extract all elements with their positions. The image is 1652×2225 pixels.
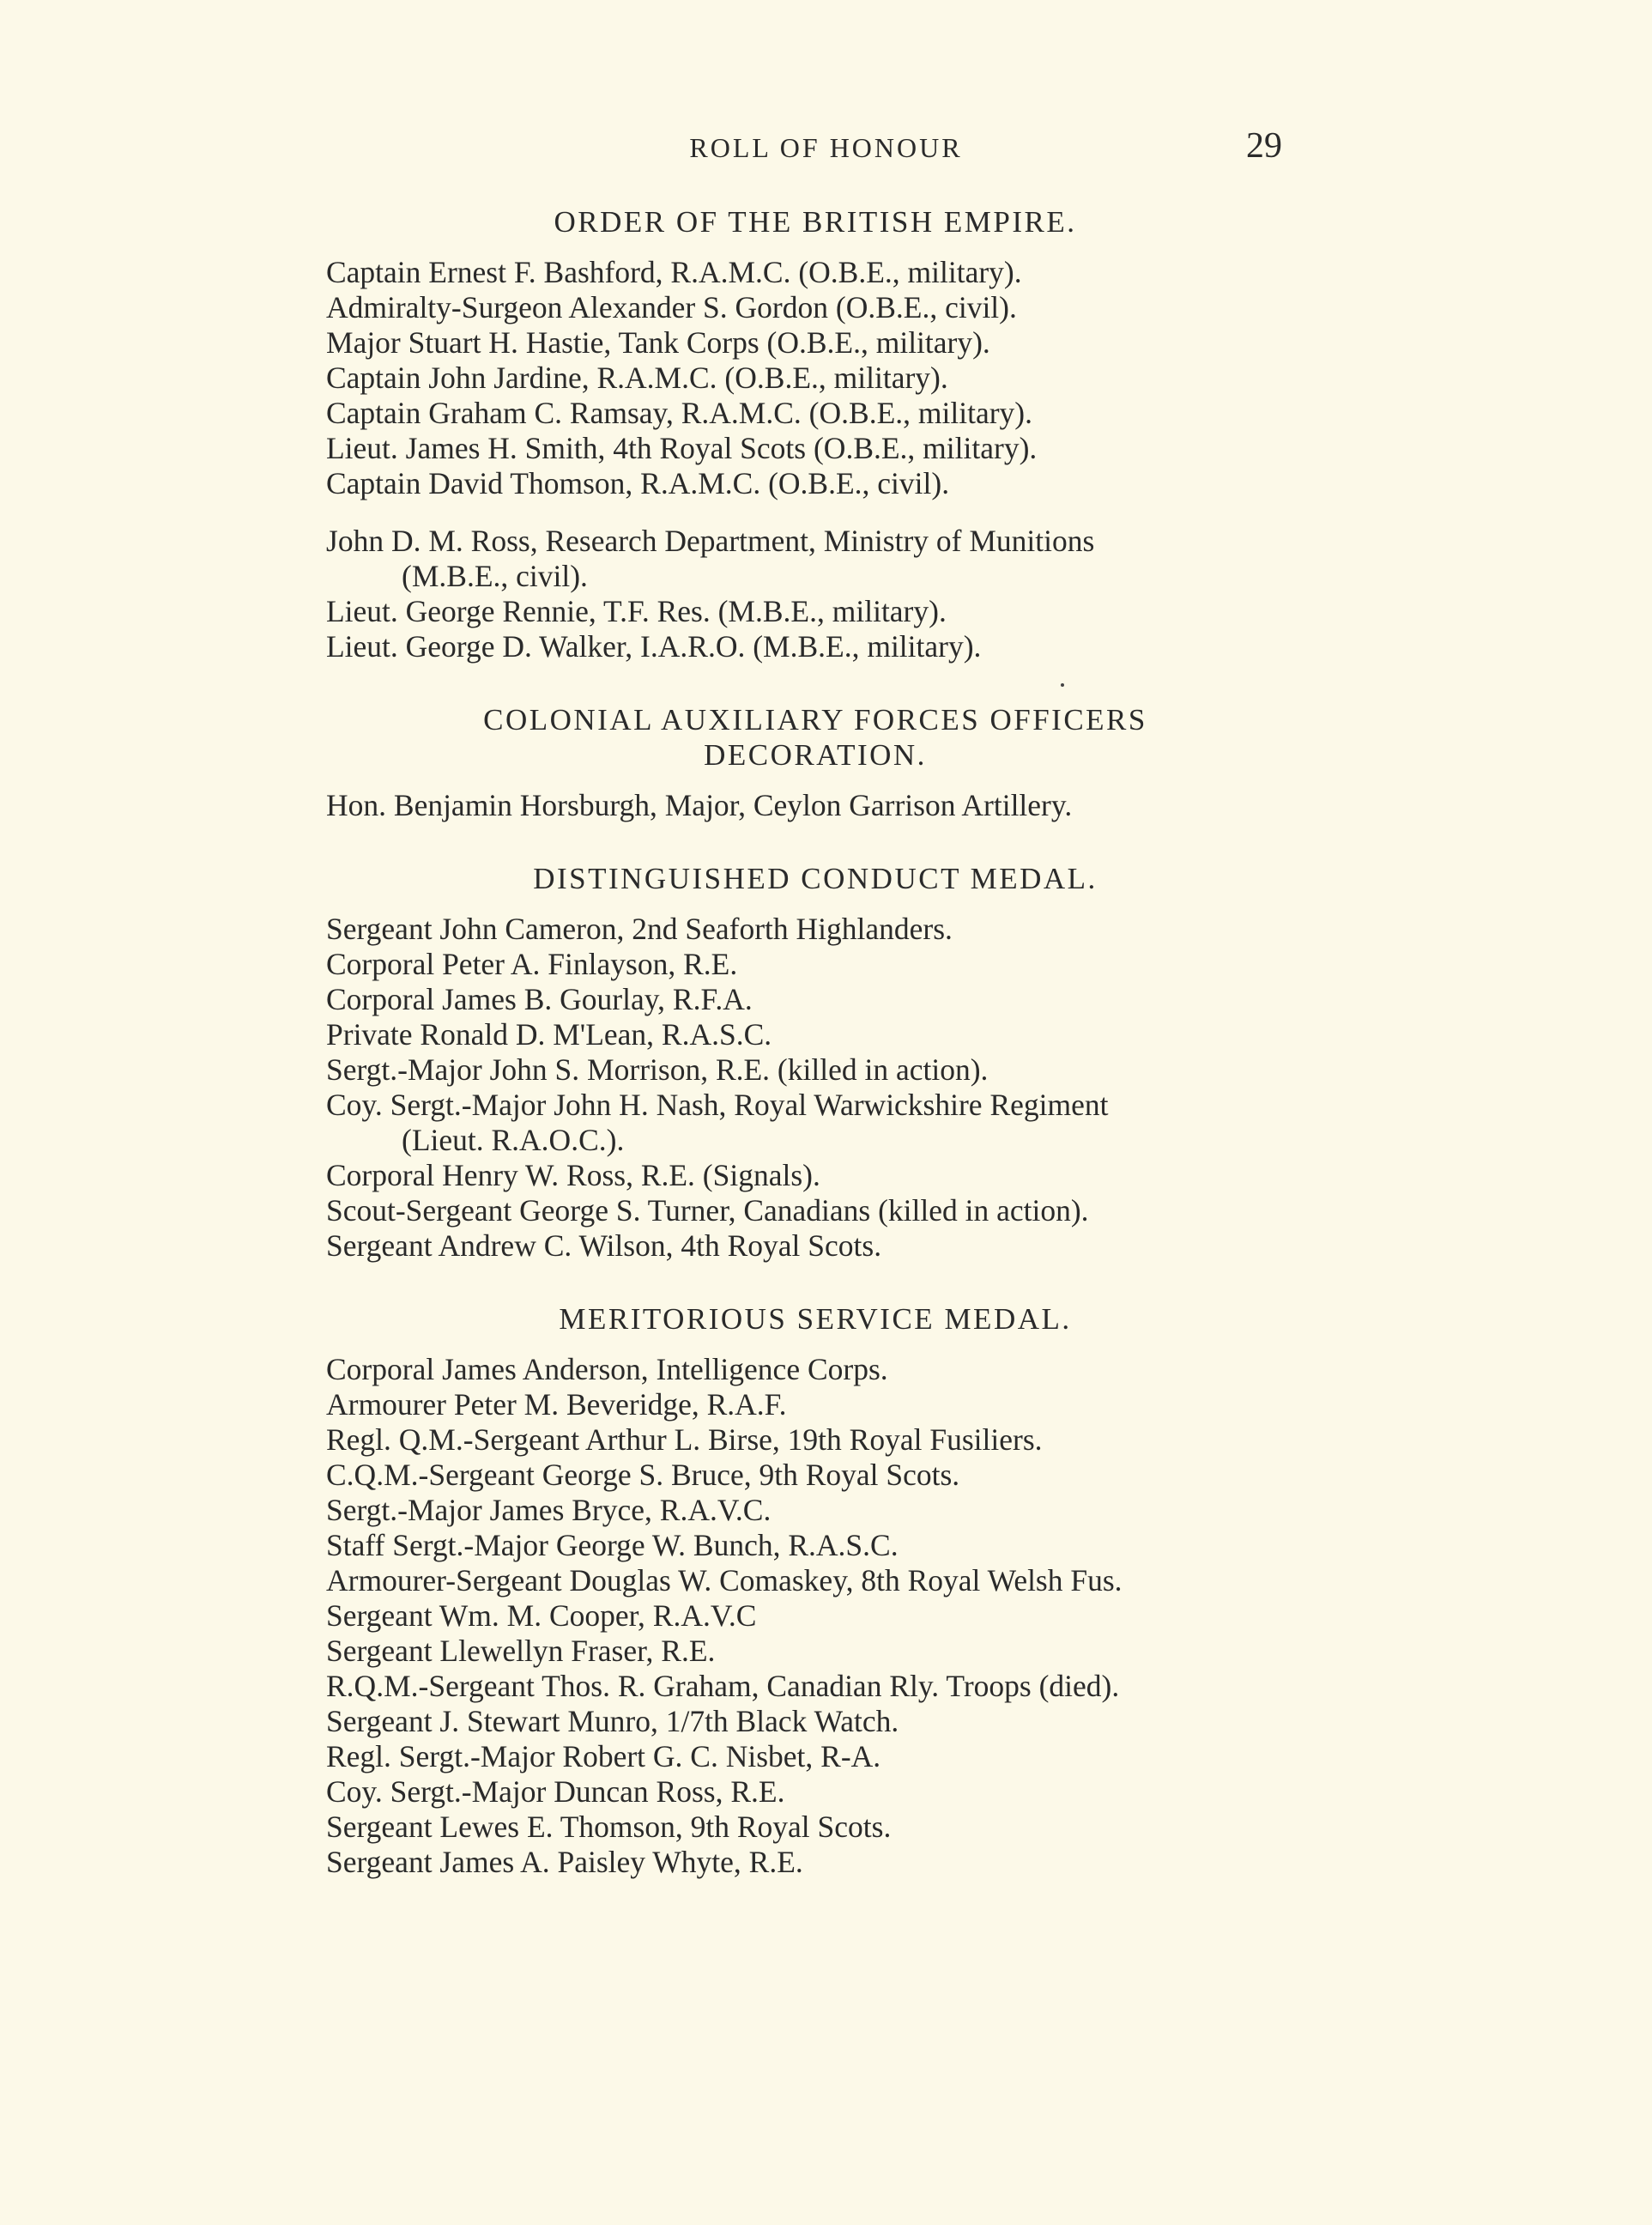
list-item-continuation: (Lieut. R.A.O.C.). (402, 1123, 625, 1157)
list-item: C.Q.M.-Sergeant George S. Bruce, 9th Royal Scots. (326, 1458, 960, 1492)
list-item: Sergt.-Major James Bryce, R.A.V.C. (326, 1493, 772, 1527)
list-item: Captain David Thomson, R.A.M.C. (O.B.E., civil). (326, 466, 950, 500)
section-spacer (326, 1264, 1304, 1301)
list-item: Regl. Sergt.-Major Robert G. C. Nisbet, R-A. (326, 1739, 881, 1773)
section (326, 204, 1304, 664)
list-item-continuation: (M.B.E., civil). (402, 559, 588, 593)
section-title: MERITORIOUS SERVICE MEDAL. (559, 1302, 1072, 1336)
list-item: Lieut. James H. Smith, 4th Royal Scots (O.B.E., military). (326, 431, 1038, 465)
list-item: Corporal Henry W. Ross, R.E. (Signals). (326, 1158, 820, 1192)
list-item: Staff Sergt.-Major George W. Bunch, R.A.S.C. (326, 1528, 899, 1562)
list-item: Scout-Sergeant George S. Turner, Canadians (killed in action). (326, 1193, 1089, 1228)
list-item: Lieut. George D. Walker, I.A.R.O. (M.B.E., military). (326, 629, 982, 664)
list-item: Sergeant Lewes E. Thomson, 9th Royal Scots. (326, 1810, 892, 1844)
list-item: Sergeant J. Stewart Munro, 1/7th Black Watch. (326, 1704, 899, 1738)
list-item: Captain Ernest F. Bashford, R.A.M.C. (O.B.E., military). (326, 255, 1022, 289)
list-item: Corporal James B. Gourlay, R.F.A. (326, 982, 753, 1016)
running-head (0, 125, 1652, 168)
list-item: Armourer-Sergeant Douglas W. Comaskey, 8th Royal Welsh Fus. (326, 1563, 1123, 1598)
list-item: Captain John Jardine, R.A.M.C. (O.B.E., military). (326, 361, 948, 395)
list-item: Coy. Sergt.-Major John H. Nash, Royal Warwickshire Regiment (Lieut. R.A.O.C.). (326, 1088, 1304, 1158)
section (326, 861, 1304, 1264)
section (326, 702, 1304, 823)
list-item: Captain Graham C. Ramsay, R.A.M.C. (O.B.E., military). (326, 396, 1032, 430)
section-spacer (326, 664, 1304, 702)
list-item: Coy. Sergt.-Major Duncan Ross, R.E. (326, 1774, 785, 1809)
section-title: ORDER OF THE BRITISH EMPIRE. (554, 205, 1077, 239)
list-item: Sergeant Andrew C. Wilson, 4th Royal Scots. (326, 1228, 882, 1263)
list-item: Lieut. George Rennie, T.F. Res. (M.B.E., military). (326, 594, 947, 628)
running-title: ROLL OF HONOUR (689, 132, 963, 163)
list-item: Corporal James Anderson, Intelligence Corps. (326, 1352, 888, 1386)
list-item: Regl. Q.M.-Sergeant Arthur L. Birse, 19th Royal Fusiliers. (326, 1422, 1043, 1457)
list-item: Corporal Peter A. Finlayson, R.E. (326, 947, 738, 981)
list-item: Hon. Benjamin Horsburgh, Major, Ceylon Garrison Artillery. (326, 788, 1073, 822)
section-title: DISTINGUISHED CONDUCT MEDAL. (533, 862, 1098, 895)
list-item: Admiralty-Surgeon Alexander S. Gordon (O.B.E., civil). (326, 290, 1017, 324)
section-spacer (326, 823, 1304, 861)
group-spacer (326, 501, 1304, 524)
list-item: Sergeant James A. Paisley Whyte, R.E. (326, 1845, 803, 1879)
list-item: John D. M. Ross, Research Department, Ministry of Munitions (M.B.E., civil). (326, 524, 1304, 594)
list-item: R.Q.M.-Sergeant Thos. R. Graham, Canadian Rly. Troops (died). (326, 1669, 1120, 1703)
section (326, 1301, 1304, 1880)
list-item: Private Ronald D. M'Lean, R.A.S.C. (326, 1017, 772, 1052)
document-body (326, 204, 1304, 1880)
page-number: 29 (1246, 126, 1282, 166)
list-item: Sergeant Llewellyn Fraser, R.E. (326, 1634, 716, 1668)
list-item: Sergeant John Cameron, 2nd Seaforth Highlanders. (326, 912, 953, 946)
list-item: Armourer Peter M. Beveridge, R.A.F. (326, 1387, 787, 1422)
list-item: Major Stuart H. Hastie, Tank Corps (O.B.E., military). (326, 325, 990, 360)
section-title: COLONIAL AUXILIARY FORCES OFFICERS DECORATION. (483, 703, 1147, 772)
list-item: Sergeant Wm. M. Cooper, R.A.V.C (326, 1598, 757, 1633)
list-item: Sergt.-Major John S. Morrison, R.E. (killed in action). (326, 1052, 989, 1087)
